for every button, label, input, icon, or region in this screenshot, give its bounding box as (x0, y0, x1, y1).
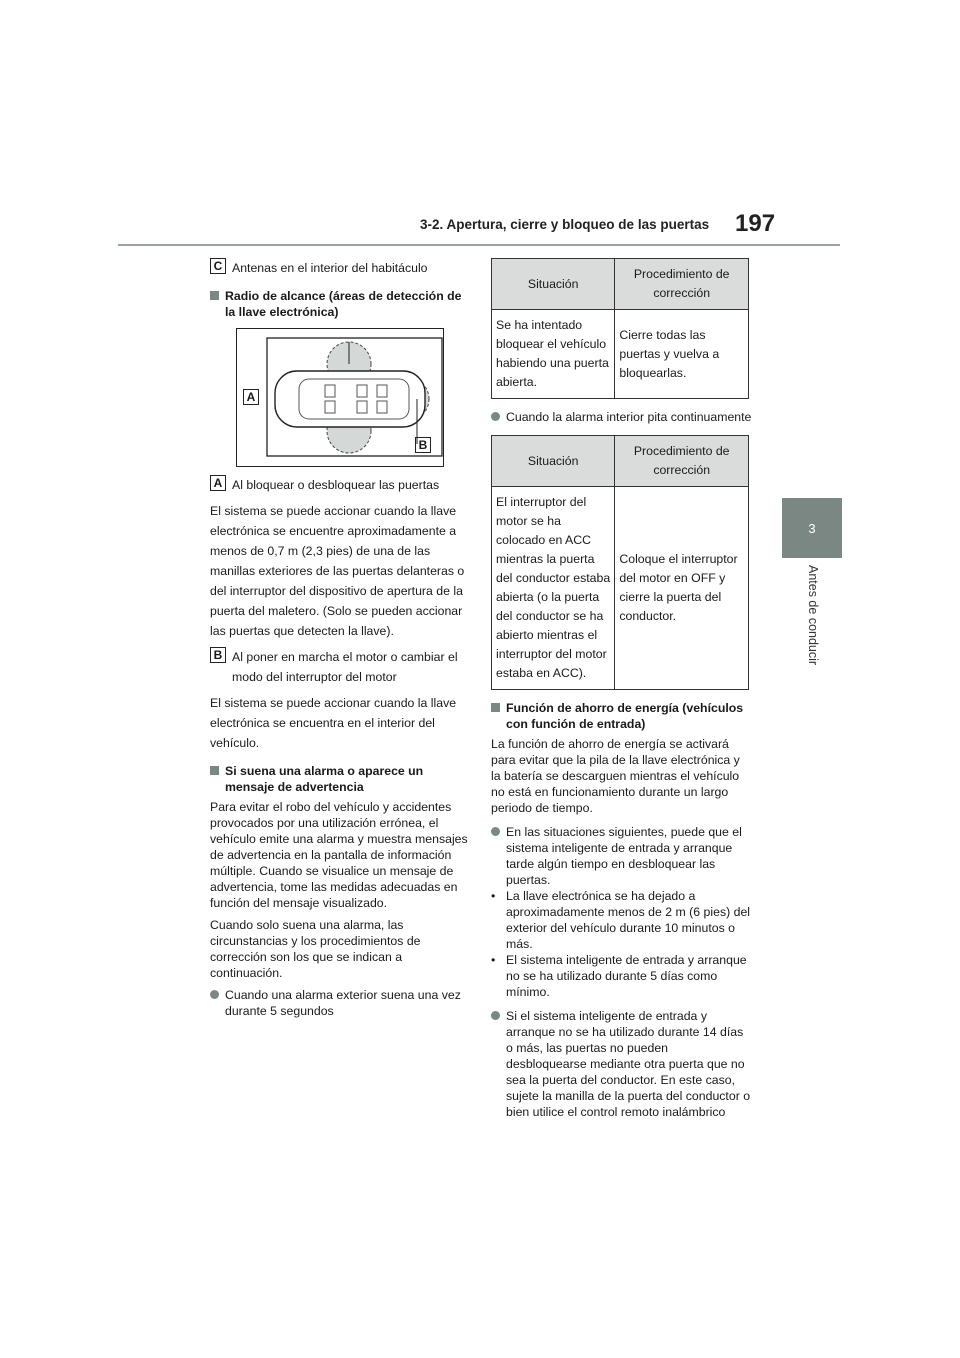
alarm-paragraph: Para evitar el robo del vehículo y accidentes provocados por una utilización errónea, el vehículo emite una alarma y muestra mensajes de advertencia en la pantalla de información múltiple. Cuando se visualice un mensaje de advertencia, tome las medidas adecuadas en función del mensaje visualizado. (210, 800, 468, 910)
table-row (492, 310, 749, 399)
detection-range-diagram (236, 328, 444, 467)
paragraph-b: El sistema se puede accionar cuando la llave electrónica se encuentra en el interior del vehículo. (210, 696, 457, 750)
table-header: Procedimiento de corrección (615, 259, 749, 310)
page-number: 197 (735, 210, 776, 237)
dash-item-2 (491, 952, 752, 1000)
header-divider (118, 244, 840, 246)
energy-saving-heading (491, 700, 752, 732)
right-column (491, 258, 752, 1120)
range-heading-text: Radio de alcance (áreas de detección de la llave electrónica) (225, 289, 462, 319)
legend-b (210, 647, 468, 687)
dash-item-1-text: La llave electrónica se ha dejado a aproximadamente menos de 2 m (6 pies) del exterior del vehículo durante 10 minutos o más. (506, 889, 751, 951)
square-bullet-icon (210, 766, 219, 775)
key-c-badge: C (210, 258, 226, 274)
interior-alarm-bullet (491, 409, 752, 425)
round-bullet-icon (491, 412, 500, 421)
energy-bullet-2-text: Si el sistema inteligente de entrada y arranque no se ha utilizado durante 14 días o más, las puertas no pueden desbloquearse mediante otra puerta que no sea la puerta del conductor. En este caso, sujete la manilla de la puerta del conductor o bien utilice el control remoto inalámbrico (506, 1009, 751, 1119)
round-bullet-icon (210, 990, 219, 999)
chapter-label: Antes de conducir (806, 565, 820, 666)
chapter-tab (782, 498, 842, 558)
table-header: Situación (492, 436, 615, 487)
interior-alarm-text: Cuando la alarma interior pita continuamente (506, 410, 752, 424)
alarm-heading (210, 763, 468, 795)
energy-bullet-1 (491, 824, 752, 888)
table-cell: Se ha intentado bloquear el vehículo habiendo una puerta abierta. (492, 310, 615, 399)
key-a-badge: A (210, 475, 226, 491)
legend-b-text: Al poner en marcha el motor o cambiar el modo del interruptor del motor (232, 650, 458, 684)
diagram-label-a: A (243, 389, 259, 405)
legend-a-text: Al bloquear o desbloquear las puertas (232, 478, 440, 492)
energy-bullet-2 (491, 1008, 752, 1120)
left-column (210, 258, 468, 1019)
legend-c-text: Antenas en el interior del habitáculo (232, 261, 428, 275)
alarm-heading-text: Si suena una alarma o aparece un mensaje de advertencia (225, 764, 424, 794)
energy-saving-heading-text: Función de ahorro de energía (vehículos con función de entrada) (506, 701, 744, 731)
exterior-alarm-table (491, 258, 749, 399)
dash-item-1 (491, 888, 752, 952)
energy-bullet-1-text: En las situaciones siguientes, puede que el sistema inteligente de entrada y arranque tarde algún tiempo en desbloquear las puertas. (506, 825, 742, 887)
table-row (492, 487, 749, 690)
car-range-illustration (237, 329, 443, 466)
legend-c (210, 258, 468, 278)
dash-bullet-icon: • (491, 889, 496, 903)
range-heading (210, 288, 468, 320)
external-alarm-text: Cuando una alarma exterior suena una vez durante 5 segundos (225, 988, 461, 1018)
round-bullet-icon (491, 827, 500, 836)
square-bullet-icon (491, 703, 500, 712)
round-bullet-icon (491, 1011, 500, 1020)
external-alarm-bullet (210, 987, 468, 1019)
energy-saving-paragraph: La función de ahorro de energía se activará para evitar que la pila de la llave electrónica y la batería se descarguen mientras el vehículo no está en funcionamiento durante un largo periodo de tiempo. (491, 737, 740, 815)
table-cell: El interruptor del motor se ha colocado en ACC mientras la puerta del conductor estaba abierta (o la puerta del conductor se ha abierto mientras el interruptor del motor estaba en ACC). (492, 487, 615, 690)
table-cell: Cierre todas las puertas y vuelva a bloquearlas. (615, 310, 749, 399)
dash-bullet-icon: • (491, 953, 496, 967)
legend-a (210, 475, 468, 495)
diagram-label-b: B (415, 437, 431, 453)
paragraph-a: El sistema se puede accionar cuando la llave electrónica se encuentre aproximadamente a menos de 0,7 m (2,3 pies) de una de las manillas exteriores de las puertas delanteras o del interruptor del dispositivo de apertura de la puerta del maletero. (Solo se pueden accionar las puertas que detecten la llave). (210, 504, 465, 638)
square-bullet-icon (210, 291, 219, 300)
key-b-badge: B (210, 647, 226, 663)
table-header: Situación (492, 259, 615, 310)
table-cell: Coloque el interruptor del motor en OFF y cierre la puerta del conductor. (615, 487, 749, 690)
dash-item-2-text: El sistema inteligente de entrada y arranque no se ha utilizado durante 5 días como mínimo. (506, 953, 747, 999)
section-title: 3-2. Apertura, cierre y bloqueo de las puertas (420, 217, 710, 232)
chapter-number: 3 (808, 520, 816, 536)
alarm-paragraph-2: Cuando solo suena una alarma, las circunstancias y los procedimientos de corrección son los que se indican a continuación. (210, 918, 421, 980)
interior-alarm-table (491, 435, 749, 690)
table-header: Procedimiento de corrección (615, 436, 749, 487)
